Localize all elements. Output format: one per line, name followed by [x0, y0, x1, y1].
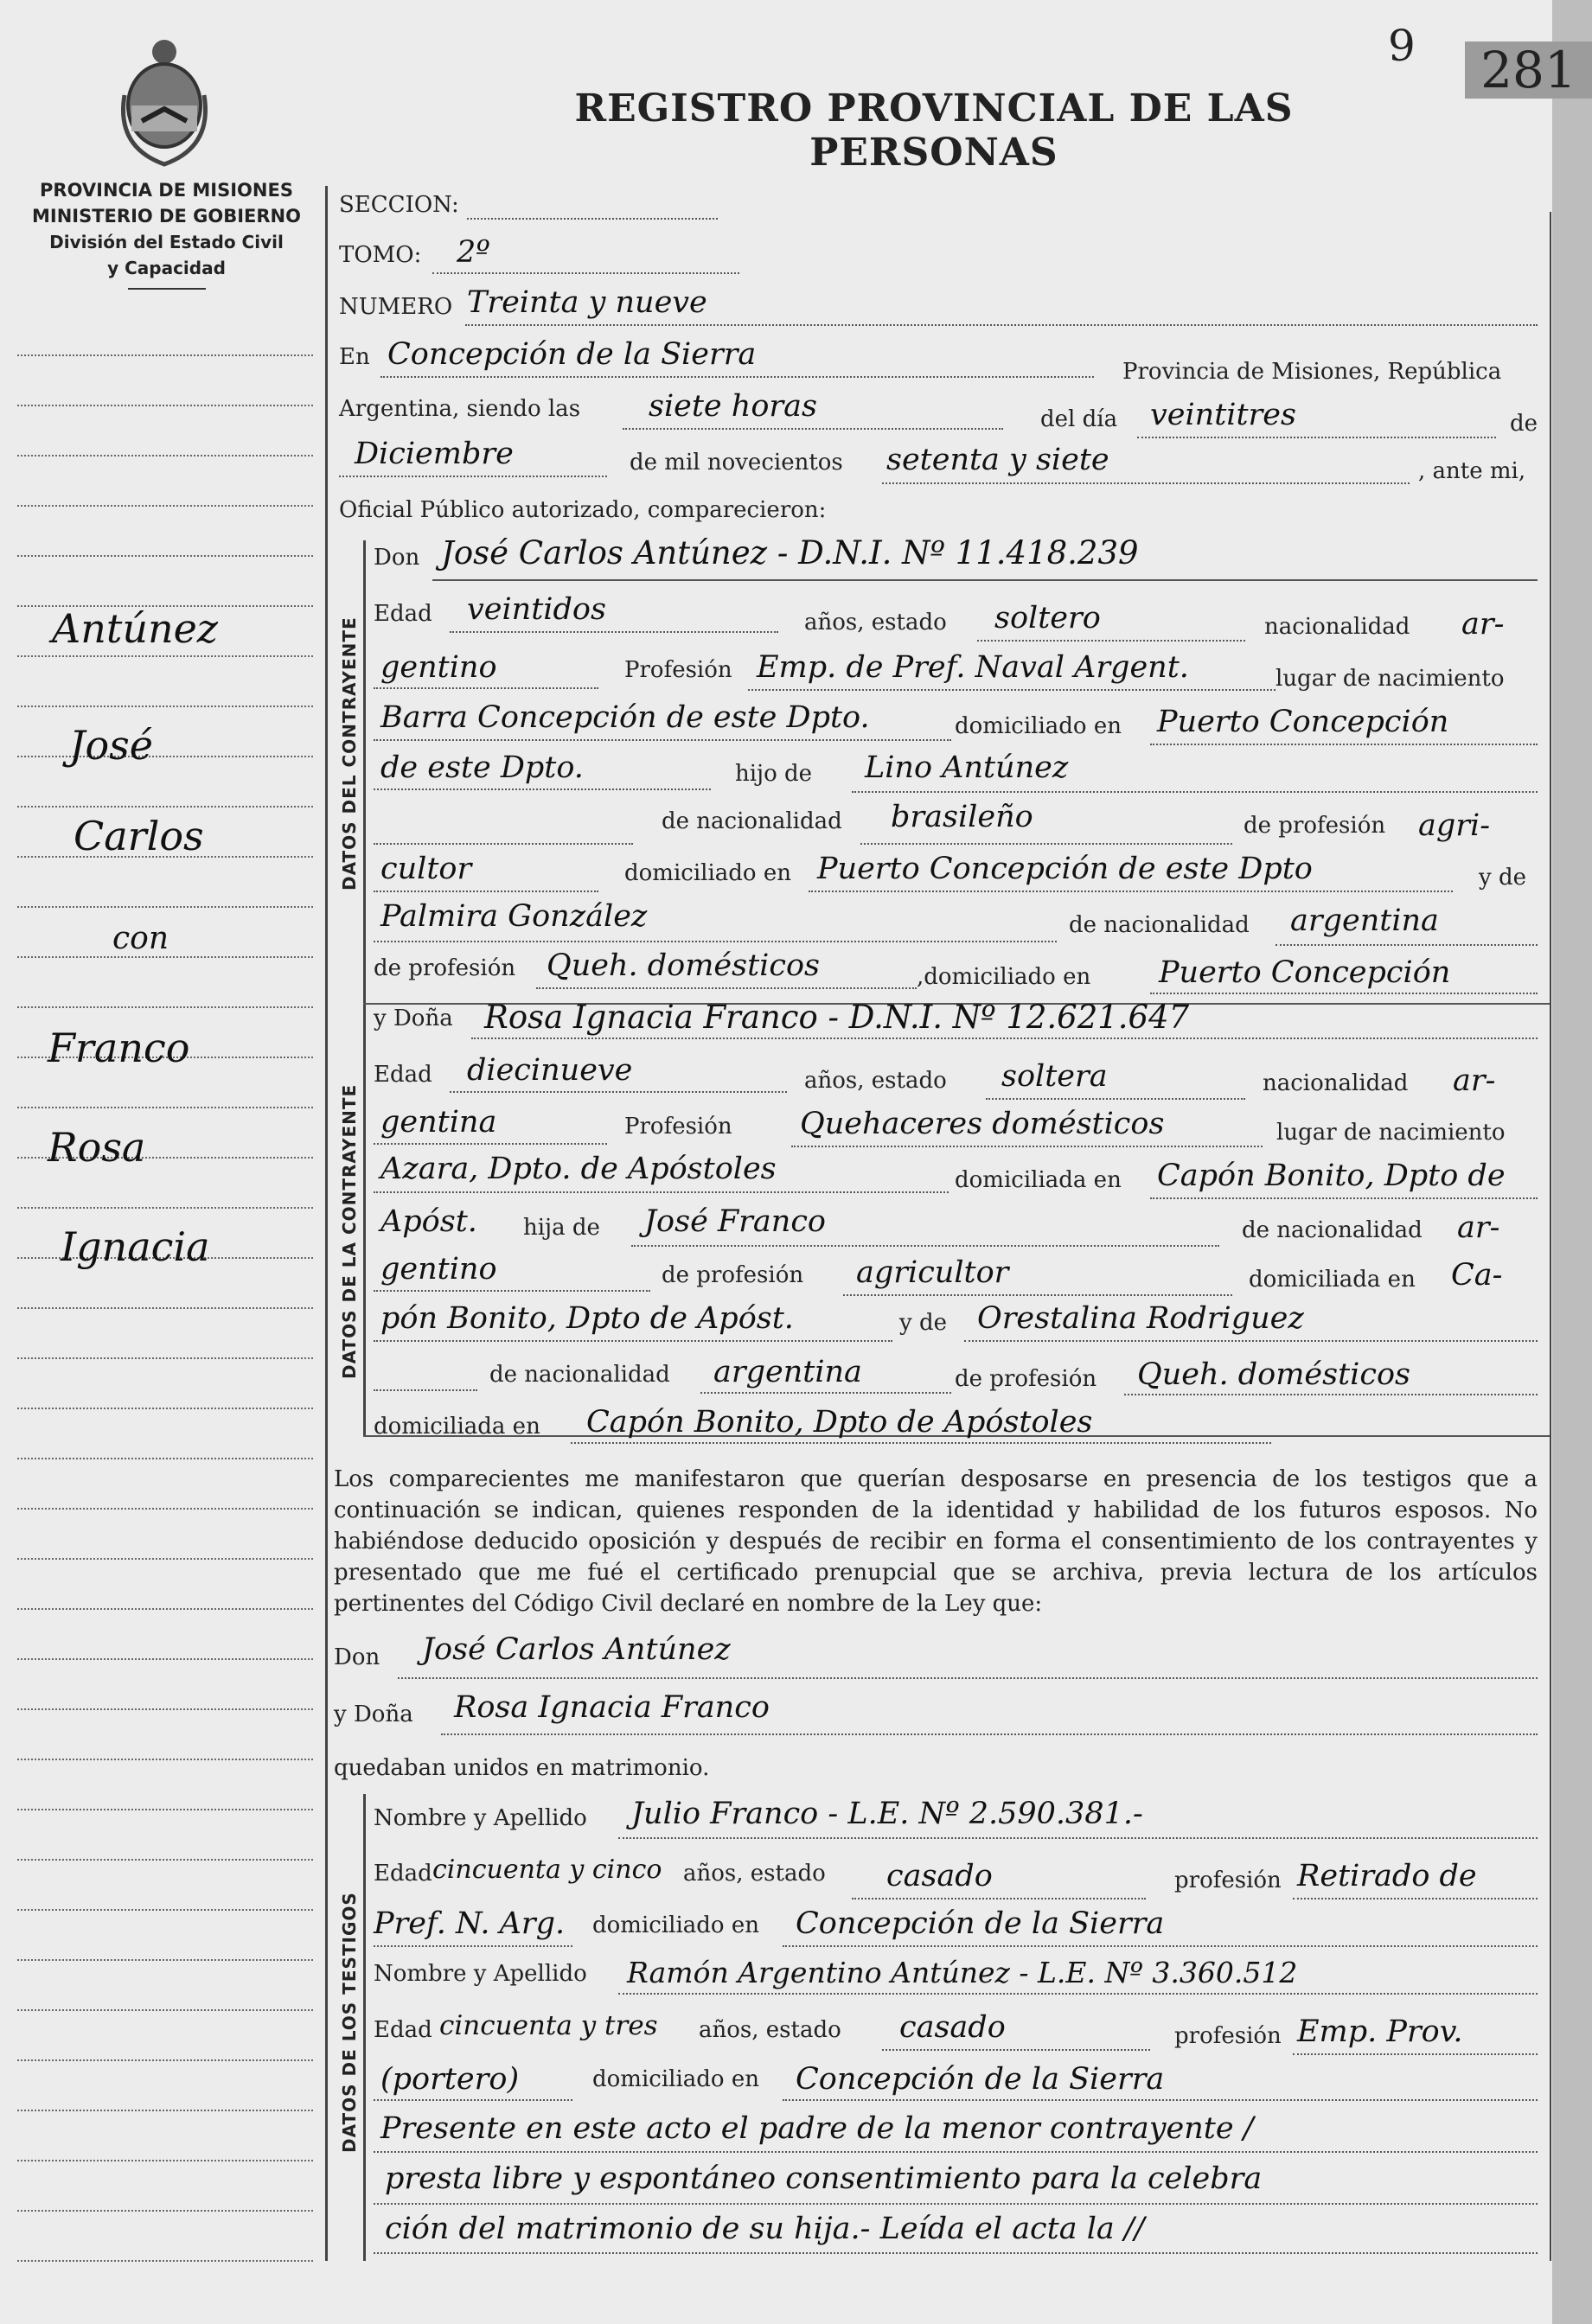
margin-name-4: con [112, 921, 169, 956]
bride-madre-nac-label: de nacionalidad [489, 1362, 670, 1388]
margin-line [17, 1859, 313, 1861]
bride-padre-prof-value: agricultor [856, 1255, 1009, 1290]
groom-padre-prof-value-b: cultor [380, 852, 472, 886]
groom-padre-value: Lino Antúnez [865, 750, 1069, 785]
bride-domicilio-field-a [1150, 1197, 1538, 1199]
margin-line [17, 2160, 313, 2161]
seccion-field [467, 218, 718, 220]
note-line-3: ción del matrimonio de su hija.- Leída el acta la // [385, 2212, 1145, 2246]
page-number: 9 [1388, 21, 1416, 71]
margin-line [17, 505, 313, 507]
ante-mi-label: , ante mi, [1418, 458, 1526, 484]
witness-section-label: DATOS DE LOS TESTIGOS [339, 1892, 360, 2153]
groom-estado-value: soltero [994, 601, 1101, 635]
bride-lugar-label: lugar de nacimiento [1276, 1120, 1506, 1146]
margin-line [17, 354, 313, 356]
margin-name-6: Rosa [48, 1124, 146, 1171]
groom-padre-dom-field [809, 891, 1453, 892]
bride-padre-dom-value-a: Ca- [1451, 1258, 1503, 1293]
margin-line [17, 2009, 313, 2011]
margin-line [17, 1307, 313, 1309]
decl-dona-field [441, 1733, 1538, 1735]
t1-dom-field [783, 1945, 1538, 1947]
groom-padre-prof-field [374, 891, 598, 892]
bride-anios-label: años, estado [804, 1068, 947, 1094]
lugar-field [380, 376, 1094, 378]
argentina-text: Argentina, siendo las [339, 396, 581, 422]
groom-madre-dom-value: Puerto Concepción [1159, 955, 1451, 990]
groom-padre-extra-field [374, 843, 633, 845]
bride-domicilio-value-a: Capón Bonito, Dpto de [1157, 1159, 1506, 1193]
margin-line [17, 1408, 313, 1409]
numero-label: NUMERO [339, 294, 453, 320]
bride-name: Rosa Ignacia Franco - D.N.I. Nº 12.621.647 [484, 999, 1190, 1036]
anio-value: setenta y siete [886, 443, 1109, 477]
t2-prof-value-b: (portero) [380, 2062, 520, 2097]
t1-prof-field-a [1293, 1898, 1538, 1899]
bride-madre-field [964, 1340, 1538, 1342]
bride-padre-dom-field [374, 1340, 892, 1342]
groom-padre-dom-value: Puerto Concepción de este Dpto [817, 852, 1313, 886]
bride-madre-dom-value: Capón Bonito, Dpto de Apóstoles [586, 1405, 1093, 1440]
bride-nac-label: nacionalidad [1263, 1070, 1409, 1096]
t2-edad-value: cincuenta y tres [439, 2010, 658, 2041]
margin-line [17, 2110, 313, 2111]
t1-nombre-label: Nombre y Apellido [374, 1805, 587, 1831]
groom-domicilio-value-b: de este Dpto. [380, 750, 584, 785]
bride-madre-prof-value: Queh. domésticos [1137, 1357, 1410, 1392]
bride-nac-field [374, 1143, 607, 1145]
bride-section-border [363, 1003, 366, 1435]
t2-prof-field-b [374, 2099, 572, 2101]
t1-edad-label: Edad [374, 1861, 432, 1887]
bride-section-label: DATOS DE LA CONTRAYENTE [339, 1083, 360, 1379]
margin-line [17, 1909, 313, 1911]
tomo-field [432, 272, 739, 274]
margin-name-5: Franco [48, 1025, 190, 1071]
margin-line [17, 706, 313, 707]
bride-nac-value-b: gentina [380, 1105, 497, 1140]
margin-name-2: José [69, 722, 153, 769]
decl-dona-value: Rosa Ignacia Franco [454, 1690, 770, 1725]
groom-padre-prof-value-a: agri- [1418, 808, 1491, 843]
t2-prof-field-a [1293, 2053, 1538, 2055]
groom-madre-nac-value: argentina [1290, 903, 1439, 938]
tomo-value: 2º [457, 235, 490, 270]
t1-anios-label: años, estado [683, 1861, 826, 1887]
bride-padre-field [631, 1245, 1219, 1247]
t1-profesion-label: profesión [1174, 1868, 1282, 1893]
margin-line [17, 555, 313, 557]
margin-line [17, 1357, 313, 1359]
groom-nac-label: nacionalidad [1264, 614, 1410, 640]
numero-value: Treinta y nueve [467, 285, 707, 320]
note-field-1 [374, 2151, 1538, 2153]
bride-hija-label: hija de [523, 1215, 600, 1241]
bride-madre-nac-field [700, 1392, 951, 1394]
groom-estado-field [977, 640, 1245, 642]
form-right-border [1550, 212, 1551, 2261]
margin-line [17, 1608, 313, 1610]
t1-dom-value: Concepción de la Sierra [796, 1906, 1165, 1941]
note-line-2: presta libre y espontáneo consentimiento para la celebra [385, 2161, 1263, 2196]
dia-value: veintitres [1150, 398, 1296, 432]
groom-madre-dom-label: ,domiciliado en [917, 964, 1091, 990]
bride-edad-label: Edad [374, 1062, 432, 1088]
t2-estado-field [882, 2049, 1150, 2051]
t2-nombre-label: Nombre y Apellido [374, 1961, 587, 1987]
decl-dona-label: y Doña [334, 1702, 413, 1727]
margin-line [17, 1658, 313, 1660]
margin-line [17, 906, 313, 908]
t2-nombre-value: Ramón Argentino Antúnez - L.E. Nº 3.360.512 [627, 1956, 1298, 1989]
decl-don-field [398, 1677, 1538, 1679]
note-field-2 [374, 2203, 1538, 2205]
bride-padre-prof-field [843, 1294, 1232, 1296]
hora-value: siete horas [649, 389, 817, 424]
t2-edad-label: Edad [374, 2017, 432, 2043]
bride-padre-value: José Franco [644, 1204, 826, 1239]
groom-profesion-field [748, 689, 1276, 691]
numero-field [465, 324, 1538, 326]
margin-line [17, 655, 313, 657]
groom-padre-nac-label: de nacionalidad [662, 808, 842, 834]
provincia-text: Provincia de Misiones, República [1122, 359, 1502, 385]
margin-name-1: Antúnez [52, 605, 219, 652]
groom-nac-value-a: ar- [1461, 607, 1505, 642]
don-label: Don [374, 545, 420, 571]
bride-padre-nac-field [374, 1290, 650, 1292]
margin-name-3: Carlos [74, 813, 204, 859]
decl-don-value: José Carlos Antúnez [422, 1632, 731, 1667]
t2-anios-label: años, estado [699, 2017, 841, 2043]
margin-line [17, 956, 313, 958]
bride-madre-prof-field [1124, 1394, 1538, 1395]
groom-domiciliado-label: domiciliado en [955, 713, 1122, 739]
groom-madre-prof-label: de profesión [374, 955, 516, 981]
bride-domicilio-value-b: Apóst. [380, 1204, 477, 1239]
margin-line [17, 1809, 313, 1810]
note-field-3 [374, 2252, 1538, 2254]
t1-nombre-field [618, 1837, 1538, 1839]
bride-padre-prof-label: de profesión [662, 1262, 804, 1288]
groom-lugar-label: lugar de nacimiento [1276, 666, 1505, 692]
tomo-label: TOMO: [339, 242, 422, 268]
t1-nombre-value: Julio Franco - L.E. Nº 2.590.381.- [631, 1797, 1143, 1831]
coat-of-arms-icon [116, 35, 213, 169]
groom-lugar-field [374, 739, 951, 741]
mes-field [339, 476, 607, 477]
bride-lugar-field [374, 1191, 949, 1193]
dona-label: y Doña [374, 1006, 453, 1031]
declaration-paragraph: Los comparecientes me manifestaron que querían desposarse en presencia de los testigos que a continuación se indican, quienes responden de la identidad y habilidad de los futuros esposos. No habiéndose deducido oposición y después de recibir en forma el consentimiento de los contrayentes y presentado que me fué el certificado prenupcial que se archiva, previa lectura de los artículos pertinentes del Código Civil declaré en nombre de la Ley que: [334, 1466, 1538, 1617]
margin-line [17, 1508, 313, 1510]
groom-domicilio-field-a [1150, 744, 1538, 745]
dia-field [1137, 437, 1496, 438]
groom-madre-prof-value: Queh. domésticos [547, 948, 820, 983]
issuer-block [17, 177, 316, 290]
margin-line [17, 1759, 313, 1760]
t2-dom-field [783, 2099, 1538, 2101]
groom-y-de-label: y de [1479, 865, 1526, 891]
bride-madre-dom-label: domiciliada en [374, 1414, 540, 1440]
groom-nac-field [374, 687, 598, 689]
mes-value: Diciembre [355, 437, 514, 471]
groom-hijo-label: hijo de [735, 761, 813, 787]
t1-prof-value-b: Pref. N. Arg. [374, 1906, 566, 1941]
margin-line [17, 2210, 313, 2212]
bride-padre-nac-label: de nacionalidad [1242, 1217, 1423, 1243]
groom-edad-field [450, 631, 778, 633]
groom-anios-label: años, estado [804, 610, 947, 635]
margin-line [17, 756, 313, 757]
bride-estado-field [986, 1098, 1245, 1100]
bride-madre-value: Orestalina Rodriguez [977, 1301, 1304, 1336]
groom-domicilio-field-b [374, 788, 711, 790]
bride-madre-nac-value: argentina [713, 1355, 862, 1389]
groom-padre-field [852, 791, 1538, 793]
document-title: REGISTRO PROVINCIAL DE LAS PERSONAS [574, 86, 1294, 175]
issuer-rule [128, 288, 206, 290]
t1-prof-value-a: Retirado de [1297, 1859, 1477, 1893]
margin-line [17, 1458, 313, 1459]
groom-madre-nac-label: de nacionalidad [1069, 912, 1250, 938]
t2-prof-value-a: Emp. Prov. [1297, 2014, 1463, 2049]
bride-madre-extra-field [374, 1389, 477, 1391]
de-label: de [1510, 411, 1538, 437]
t2-profesion-label: profesión [1174, 2023, 1282, 2049]
margin-line [17, 405, 313, 406]
t1-edad-value: cincuenta y cinco [432, 1855, 662, 1885]
t1-estado-field [852, 1898, 1146, 1899]
anio-field [882, 482, 1410, 484]
seccion-label: SECCION: [339, 192, 459, 218]
unidos-text: quedaban unidos en matrimonio. [334, 1755, 710, 1781]
margin-line [17, 455, 313, 456]
bride-profesion-field [791, 1146, 1263, 1147]
division-line: División del Estado Civil [49, 232, 284, 252]
groom-madre-prof-field [536, 987, 917, 989]
decl-don-label: Don [334, 1644, 380, 1670]
margin-line [17, 1207, 313, 1209]
groom-profesion-label: Profesión [624, 657, 732, 683]
groom-nac-value-b: gentino [380, 650, 497, 685]
t1-dom-label: domiciliado en [592, 1912, 759, 1938]
bride-profesion-label: Profesión [624, 1114, 732, 1140]
note-line-1: Presente en este acto el padre de la menor contrayente / [380, 2111, 1254, 2146]
t2-dom-value: Concepción de la Sierra [796, 2062, 1165, 2097]
groom-madre-nac-field [1276, 944, 1538, 946]
bride-nac-value-a: ar- [1453, 1063, 1496, 1098]
groom-lugar-value: Barra Concepción de este Dpto. [380, 700, 870, 735]
groom-edad-label: Edad [374, 601, 432, 627]
form-left-border [325, 186, 328, 2261]
t2-estado-value: casado [899, 2010, 1006, 2045]
groom-padre-nac-value: brasileño [891, 800, 1033, 834]
groom-madre-field [374, 941, 1057, 942]
t1-prof-field-b [374, 1945, 572, 1947]
groom-madre-dom-field [1150, 993, 1538, 994]
bride-y-de-label: y de [899, 1310, 947, 1336]
t2-nombre-field [618, 1993, 1538, 1995]
page-edge [1552, 0, 1592, 2324]
bride-lugar-value: Azara, Dpto. de Apóstoles [380, 1152, 777, 1186]
t1-estado-value: casado [886, 1859, 993, 1893]
bride-domiciliada-label: domiciliada en [955, 1167, 1122, 1193]
bride-padre-nac-value-a: ar- [1457, 1210, 1500, 1245]
margin-line [17, 1708, 313, 1710]
t2-dom-label: domiciliado en [592, 2066, 759, 2092]
groom-padre-prof-label: de profesión [1244, 813, 1386, 839]
groom-padre-nac-field [860, 843, 1232, 845]
margin-line [17, 1558, 313, 1560]
bride-madre-prof-label: de profesión [955, 1366, 1097, 1392]
bride-profesion-value: Quehaceres domésticos [800, 1107, 1165, 1141]
bride-madre-dom-field [571, 1442, 1271, 1444]
groom-name-field [432, 579, 1538, 581]
groom-domicilio-value-a: Puerto Concepción [1157, 705, 1449, 739]
margin-line [17, 2059, 313, 2061]
margin-name-7: Ignacia [61, 1223, 210, 1270]
bride-edad-field [450, 1091, 787, 1093]
margin-line [17, 1107, 313, 1108]
bride-padre-dom-value-b: pón Bonito, Dpto de Apóst. [380, 1301, 794, 1336]
ministry-line: MINISTERIO DE GOBIERNO [32, 206, 301, 227]
groom-padre-dom-label: domiciliado en [624, 860, 791, 886]
witness-section-border [363, 1794, 366, 2261]
groom-edad-value: veintidos [467, 592, 606, 627]
oficial-text: Oficial Público autorizado, comparecieron: [339, 497, 827, 523]
capacity-line: y Capacidad [107, 258, 226, 278]
margin-line [17, 1959, 313, 1961]
groom-section-border [363, 540, 366, 1003]
bride-name-field [471, 1038, 1538, 1039]
province-line: PROVINCIA DE MISIONES [40, 180, 293, 201]
hora-field [623, 428, 1003, 430]
lugar-value: Concepción de la Sierra [387, 337, 757, 372]
groom-section-label: DATOS DEL CONTRAYENTE [339, 616, 360, 891]
groom-madre-value: Palmira González [380, 899, 648, 934]
bride-estado-value: soltera [1001, 1059, 1108, 1094]
margin-line [17, 2260, 313, 2262]
bride-padre-dom-label: domiciliada en [1249, 1267, 1416, 1293]
margin-line [17, 1006, 313, 1008]
groom-name: José Carlos Antúnez - D.N.I. Nº 11.418.239 [441, 534, 1139, 571]
de-mil-label: de mil novecientos [630, 450, 843, 476]
groom-profesion-value: Emp. de Pref. Naval Argent. [757, 650, 1189, 685]
bride-edad-value: diecinueve [467, 1053, 633, 1088]
record-number-stamp: 281 [1465, 42, 1592, 99]
margin-line [17, 806, 313, 808]
bride-padre-nac-value-b: gentino [380, 1252, 497, 1286]
en-label: En [339, 344, 370, 370]
del-dia-label: del día [1040, 406, 1118, 432]
